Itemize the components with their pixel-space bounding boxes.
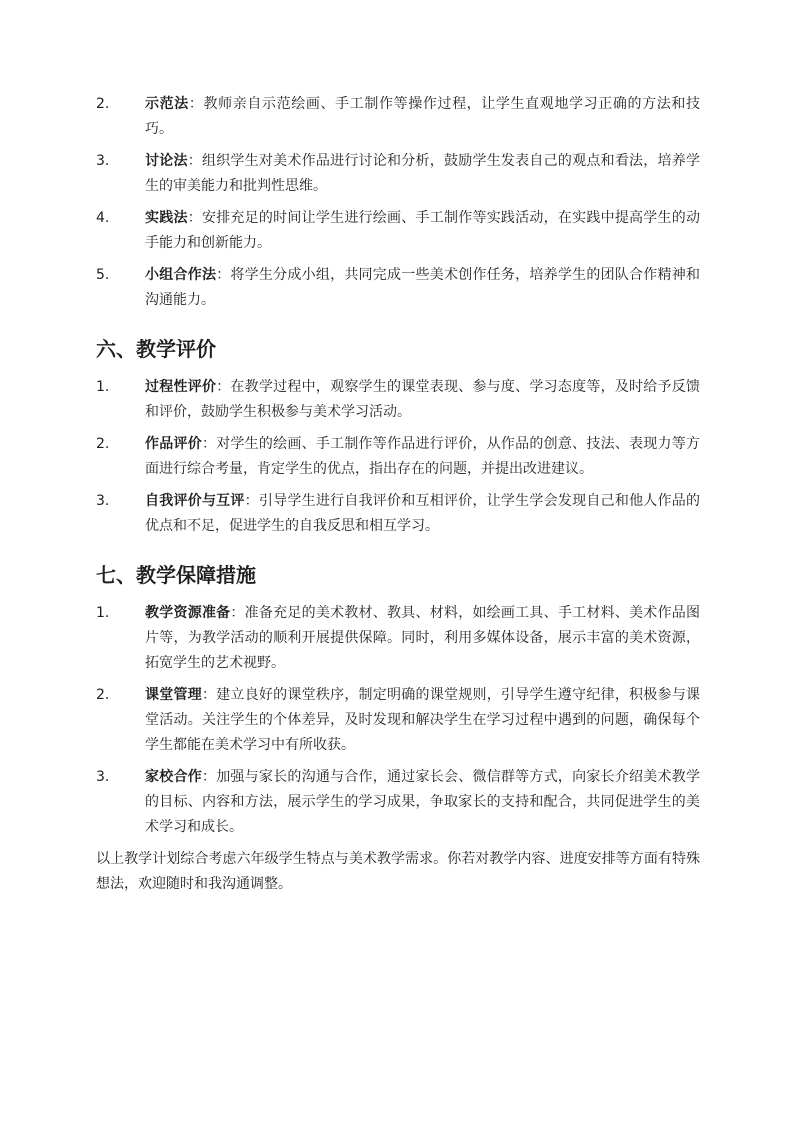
item-term: 作品评价	[145, 436, 202, 452]
document-content	[96, 92, 700, 897]
item-text: ：在教学过程中，观察学生的课堂表现、参与度、学习态度等，及时给予反馈和评价，鼓励学生积极参与美术学习活动。	[145, 379, 701, 420]
item-text: ：引导学生进行自我评价和互相评价，让学生学会发现自己和他人作品的优点和不足，促进学生的自我反思和相互学习。	[145, 493, 701, 534]
item-term: 自我评价与互评	[145, 493, 245, 509]
item-number: 2.	[96, 436, 110, 452]
item-number: 2.	[96, 96, 110, 112]
item-term: 过程性评价	[145, 379, 217, 395]
teaching-methods-list	[96, 92, 700, 313]
item-text: ：安排充足的时间让学生进行绘画、手工制作等实践活动，在实践中提高学生的动手能力和创新能力。	[145, 210, 701, 251]
item-number: 5.	[96, 267, 110, 283]
section-heading-evaluation: 六、教学评价	[96, 337, 216, 361]
item-number: 4.	[96, 210, 110, 226]
list-item	[96, 601, 700, 676]
list-item	[96, 765, 700, 840]
item-term: 教学资源准备	[145, 605, 231, 621]
list-item	[96, 92, 700, 142]
list-item	[96, 683, 700, 758]
item-text: ：准备充足的美术教材、教具、材料，如绘画工具、手工材料、美术作品图片等，为教学活动的顺利开展提供保障。同时，利用多媒体设备，展示丰富的美术资源，拓宽学生的艺术视野。	[145, 605, 700, 671]
list-item	[96, 263, 700, 313]
item-term: 小组合作法	[145, 267, 217, 283]
list-item	[96, 149, 700, 199]
item-term: 家校合作	[145, 769, 202, 785]
item-number: 1.	[96, 379, 110, 395]
item-text: ：对学生的绘画、手工制作等作品进行评价，从作品的创意、技法、表现力等方面进行综合考量，肯定学生的优点，指出存在的问题，并提出改进建议。	[145, 436, 701, 477]
list-item	[96, 375, 700, 425]
section-heading-safeguards: 七、教学保障措施	[96, 563, 256, 587]
item-number: 3.	[96, 153, 110, 169]
evaluation-list	[96, 375, 700, 539]
list-item	[96, 489, 700, 539]
item-text: ：建立良好的课堂秩序，制定明确的课堂规则，引导学生遵守纪律，积极参与课堂活动。关注学生的个体差异，及时发现和解决学生在学习过程中遇到的问题，确保每个学生都能在美术学习中有所收获。	[145, 687, 701, 753]
item-term: 讨论法	[145, 153, 188, 169]
item-text: ：将学生分成小组，共同完成一些美术创作任务，培养学生的团队合作精神和沟通能力。	[145, 267, 701, 308]
item-number: 3.	[96, 769, 110, 785]
item-number: 2.	[96, 687, 110, 703]
safeguards-list	[96, 601, 700, 840]
item-text: ：教师亲自示范绘画、手工制作等操作过程，让学生直观地学习正确的方法和技巧。	[145, 96, 701, 137]
closing-paragraph: 以上教学计划综合考虑六年级学生特点与美术教学需求。你若对教学内容、进度安排等方面有特殊想法，欢迎随时和我沟通调整。	[96, 851, 700, 892]
item-term: 示范法	[145, 96, 189, 112]
item-number: 3.	[96, 493, 110, 509]
list-item	[96, 206, 700, 256]
item-text: ：加强与家长的沟通与合作，通过家长会、微信群等方式，向家长介绍美术教学的目标、内容和方法，展示学生的学习成果，争取家长的支持和配合，共同促进学生的美术学习和成长。	[145, 769, 701, 835]
item-text: ：组织学生对美术作品进行讨论和分析，鼓励学生发表自己的观点和看法，培养学生的审美能力和批判性思维。	[145, 153, 701, 194]
item-term: 课堂管理	[145, 687, 202, 703]
item-number: 1.	[96, 605, 110, 621]
item-term: 实践法	[145, 210, 188, 226]
list-item	[96, 432, 700, 482]
